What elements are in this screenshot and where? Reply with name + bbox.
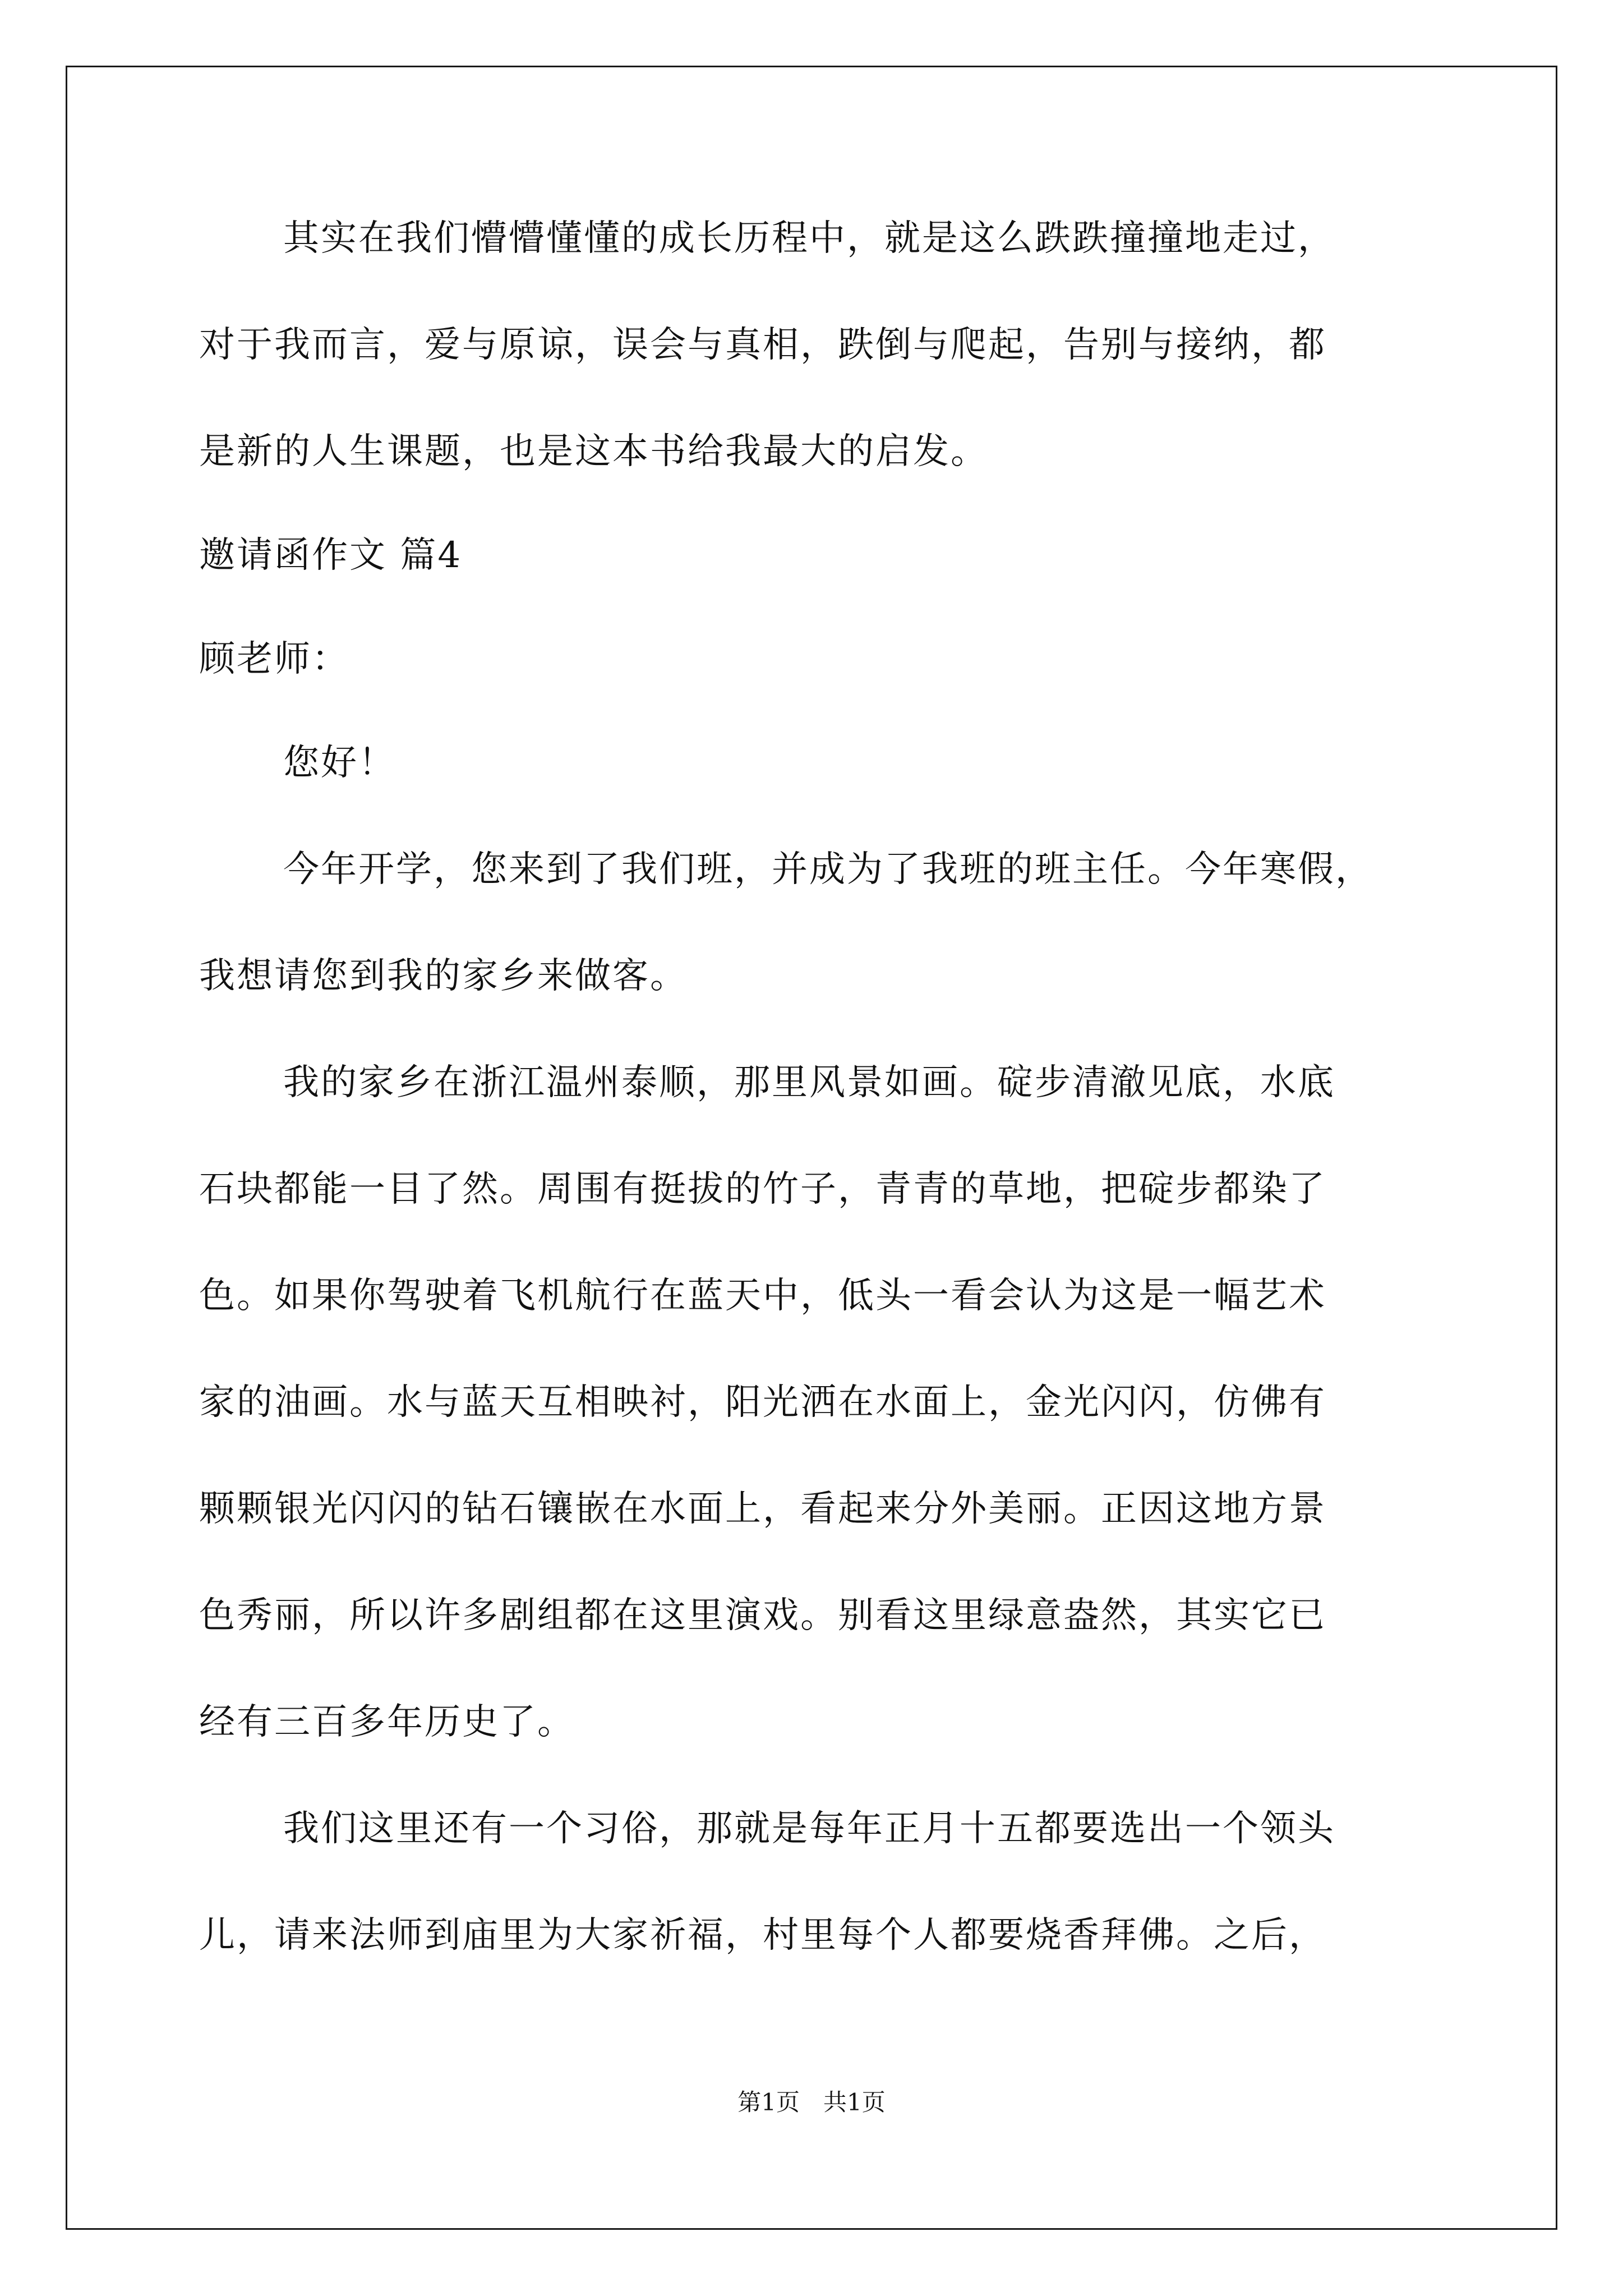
paragraph-line: 色秀丽，所以许多剧组都在这里演戏。别看这里绿意盎然，其实它已 bbox=[199, 1595, 1326, 1636]
paragraph-line: 我们这里还有一个习俗，那就是每年正月十五都要选出一个领头 bbox=[283, 1808, 1335, 1849]
section-heading: 邀请函作文 篇4 bbox=[199, 535, 463, 576]
paragraph-line: 其实在我们懵懵懂懂的成长历程中，就是这么跌跌撞撞地走过， bbox=[283, 218, 1335, 259]
paragraph-line: 颗颗银光闪闪的钻石镶嵌在水面上，看起来分外美丽。正因这地方景 bbox=[199, 1488, 1326, 1530]
paragraph-line: 我的家乡在浙江温州泰顺，那里风景如画。碇步清澈见底，水底 bbox=[283, 1062, 1335, 1103]
paragraph-line: 今年开学，您来到了我们班，并成为了我班的班主任。今年寒假， bbox=[283, 849, 1373, 890]
paragraph-line: 是新的人生课题，也是这本书给我最大的启发。 bbox=[199, 431, 988, 472]
salutation: 顾老师： bbox=[199, 638, 349, 680]
paragraph-line: 石块都能一目了然。周围有挺拔的竹子，青青的草地，把碇步都染了 bbox=[199, 1168, 1326, 1210]
page-number-footer: 第1页 共1页 bbox=[737, 2088, 886, 2116]
paragraph-line: 儿，请来法师到庙里为大家祈福，村里每个人都要烧香拜佛。之后， bbox=[199, 1915, 1326, 1956]
paragraph-line: 经有三百多年历史了。 bbox=[199, 1701, 575, 1743]
paragraph-line: 色。如果你驾驶着飞机航行在蓝天中，低头一看会认为这是一幅艺术 bbox=[199, 1275, 1326, 1317]
page-border bbox=[66, 66, 1557, 2230]
paragraph-line: 家的油画。水与蓝天互相映衬，阳光洒在水面上，金光闪闪，仿佛有 bbox=[199, 1382, 1326, 1423]
greeting: 您好！ bbox=[283, 742, 396, 784]
paragraph-line: 我想请您到我的家乡来做客。 bbox=[199, 955, 688, 997]
paragraph-line: 对于我而言，爱与原谅，误会与真相，跌倒与爬起，告别与接纳，都 bbox=[199, 324, 1326, 366]
